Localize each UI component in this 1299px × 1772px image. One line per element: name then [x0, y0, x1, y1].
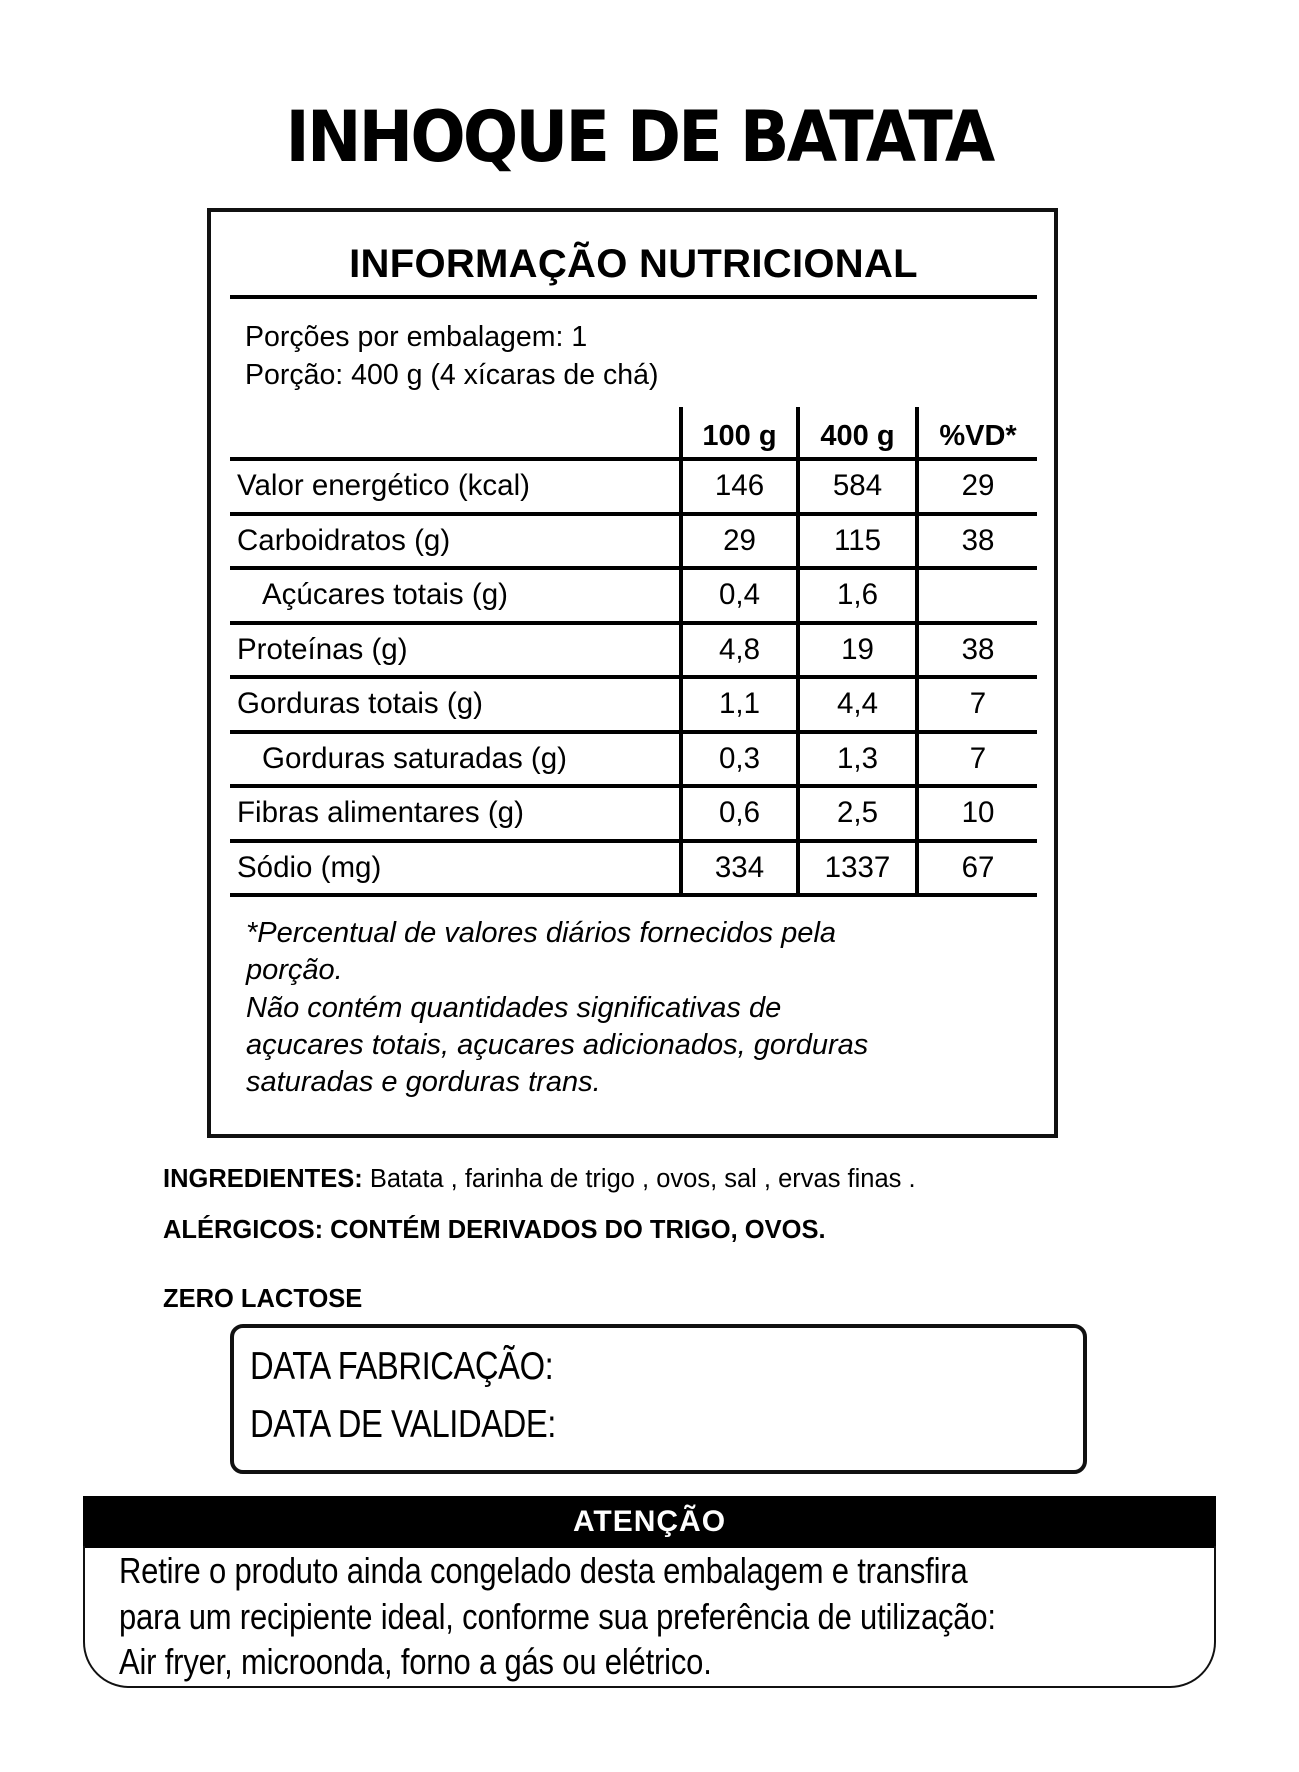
value-per-serving: 19	[841, 633, 874, 666]
footnote-line: porção.	[246, 954, 343, 987]
value-daily-percent: 7	[969, 687, 987, 720]
value-daily-percent: 10	[961, 796, 995, 829]
nutrition-title: INFORMAÇÃO NUTRICIONAL	[349, 242, 918, 286]
attention-title: ATENÇÃO	[572, 1505, 727, 1538]
value-per-serving: 1337	[824, 851, 891, 884]
lactose-line: ZERO LACTOSE	[163, 1285, 363, 1313]
product-title: INHOQUE DE BATATA	[285, 96, 993, 178]
value-per-serving: 584	[832, 469, 883, 502]
value-daily-percent: 29	[961, 469, 995, 502]
serving-size: Porção: 400 g (4 xícaras de chá)	[245, 359, 659, 391]
ingredients-label: INGREDIENTES:	[163, 1165, 363, 1193]
column-header-400g: 400 g	[820, 420, 895, 452]
manufacture-date-label: DATA FABRICAÇÃO:	[250, 1345, 554, 1388]
attention-line: Air fryer, microonda, forno a gás ou elétrico.	[119, 1641, 712, 1682]
table-bottom-divider	[230, 893, 1037, 897]
value-per-serving: 1,6	[836, 578, 878, 611]
value-per-serving: 1,3	[836, 742, 878, 775]
column-header-100g: 100 g	[702, 420, 777, 452]
nutrition-footnote	[246, 915, 1026, 1101]
value-per-100g: 29	[723, 524, 756, 557]
nutrient-label: Sódio (mg)	[237, 851, 382, 884]
nutrient-label: Açúcares totais (g)	[262, 578, 508, 611]
value-daily-percent	[919, 570, 1037, 620]
nutrient-label: Fibras alimentares (g)	[237, 796, 524, 829]
value-per-100g: 1,1	[718, 687, 760, 720]
value-per-serving: 4,4	[836, 687, 878, 720]
footnote-line: açucares totais, açucares adicionados, gorduras	[246, 1028, 869, 1061]
attention-line: Retire o produto ainda congelado desta embalagem e transfira	[119, 1550, 968, 1591]
nutrient-label: Proteínas (g)	[237, 633, 408, 666]
footnote-line: *Percentual de valores diários fornecidos pela	[246, 917, 837, 949]
value-per-serving: 2,5	[836, 796, 878, 829]
column-header-vd: %VD*	[939, 420, 1017, 452]
ingredients-text: Batata , farinha de trigo , ovos, sal , ervas finas .	[362, 1165, 916, 1193]
expiry-date-label: DATA DE VALIDADE:	[250, 1403, 556, 1446]
value-daily-percent: 7	[969, 742, 987, 775]
value-per-100g: 0,4	[718, 578, 760, 611]
value-per-100g: 334	[714, 851, 765, 884]
value-per-100g: 146	[714, 469, 765, 502]
nutrient-label: Carboidratos (g)	[237, 524, 451, 557]
attention-text	[119, 1548, 996, 1685]
nutrient-label: Valor energético (kcal)	[237, 469, 530, 502]
nutrient-label: Gorduras totais (g)	[237, 687, 483, 720]
value-per-100g: 0,6	[718, 796, 760, 829]
value-per-100g: 0,3	[718, 742, 760, 775]
nutrient-label: Gorduras saturadas (g)	[262, 742, 567, 775]
servings-per-package: Porções por embalagem: 1	[245, 321, 588, 353]
allergens-line: ALÉRGICOS: CONTÉM DERIVADOS DO TRIGO, OVOS.	[163, 1216, 826, 1244]
value-daily-percent: 67	[961, 851, 995, 884]
footnote-line: saturadas e gorduras trans.	[246, 1066, 601, 1099]
value-per-100g: 4,8	[718, 633, 760, 666]
ingredients-line	[163, 1163, 916, 1195]
title-divider	[230, 295, 1037, 299]
value-per-serving: 115	[833, 524, 882, 557]
footnote-line: Não contém quantidades significativas de	[246, 991, 782, 1024]
value-daily-percent: 38	[961, 633, 995, 666]
value-daily-percent: 38	[961, 524, 995, 557]
attention-line: para um recipiente ideal, conforme sua preferência de utilização:	[119, 1595, 996, 1637]
